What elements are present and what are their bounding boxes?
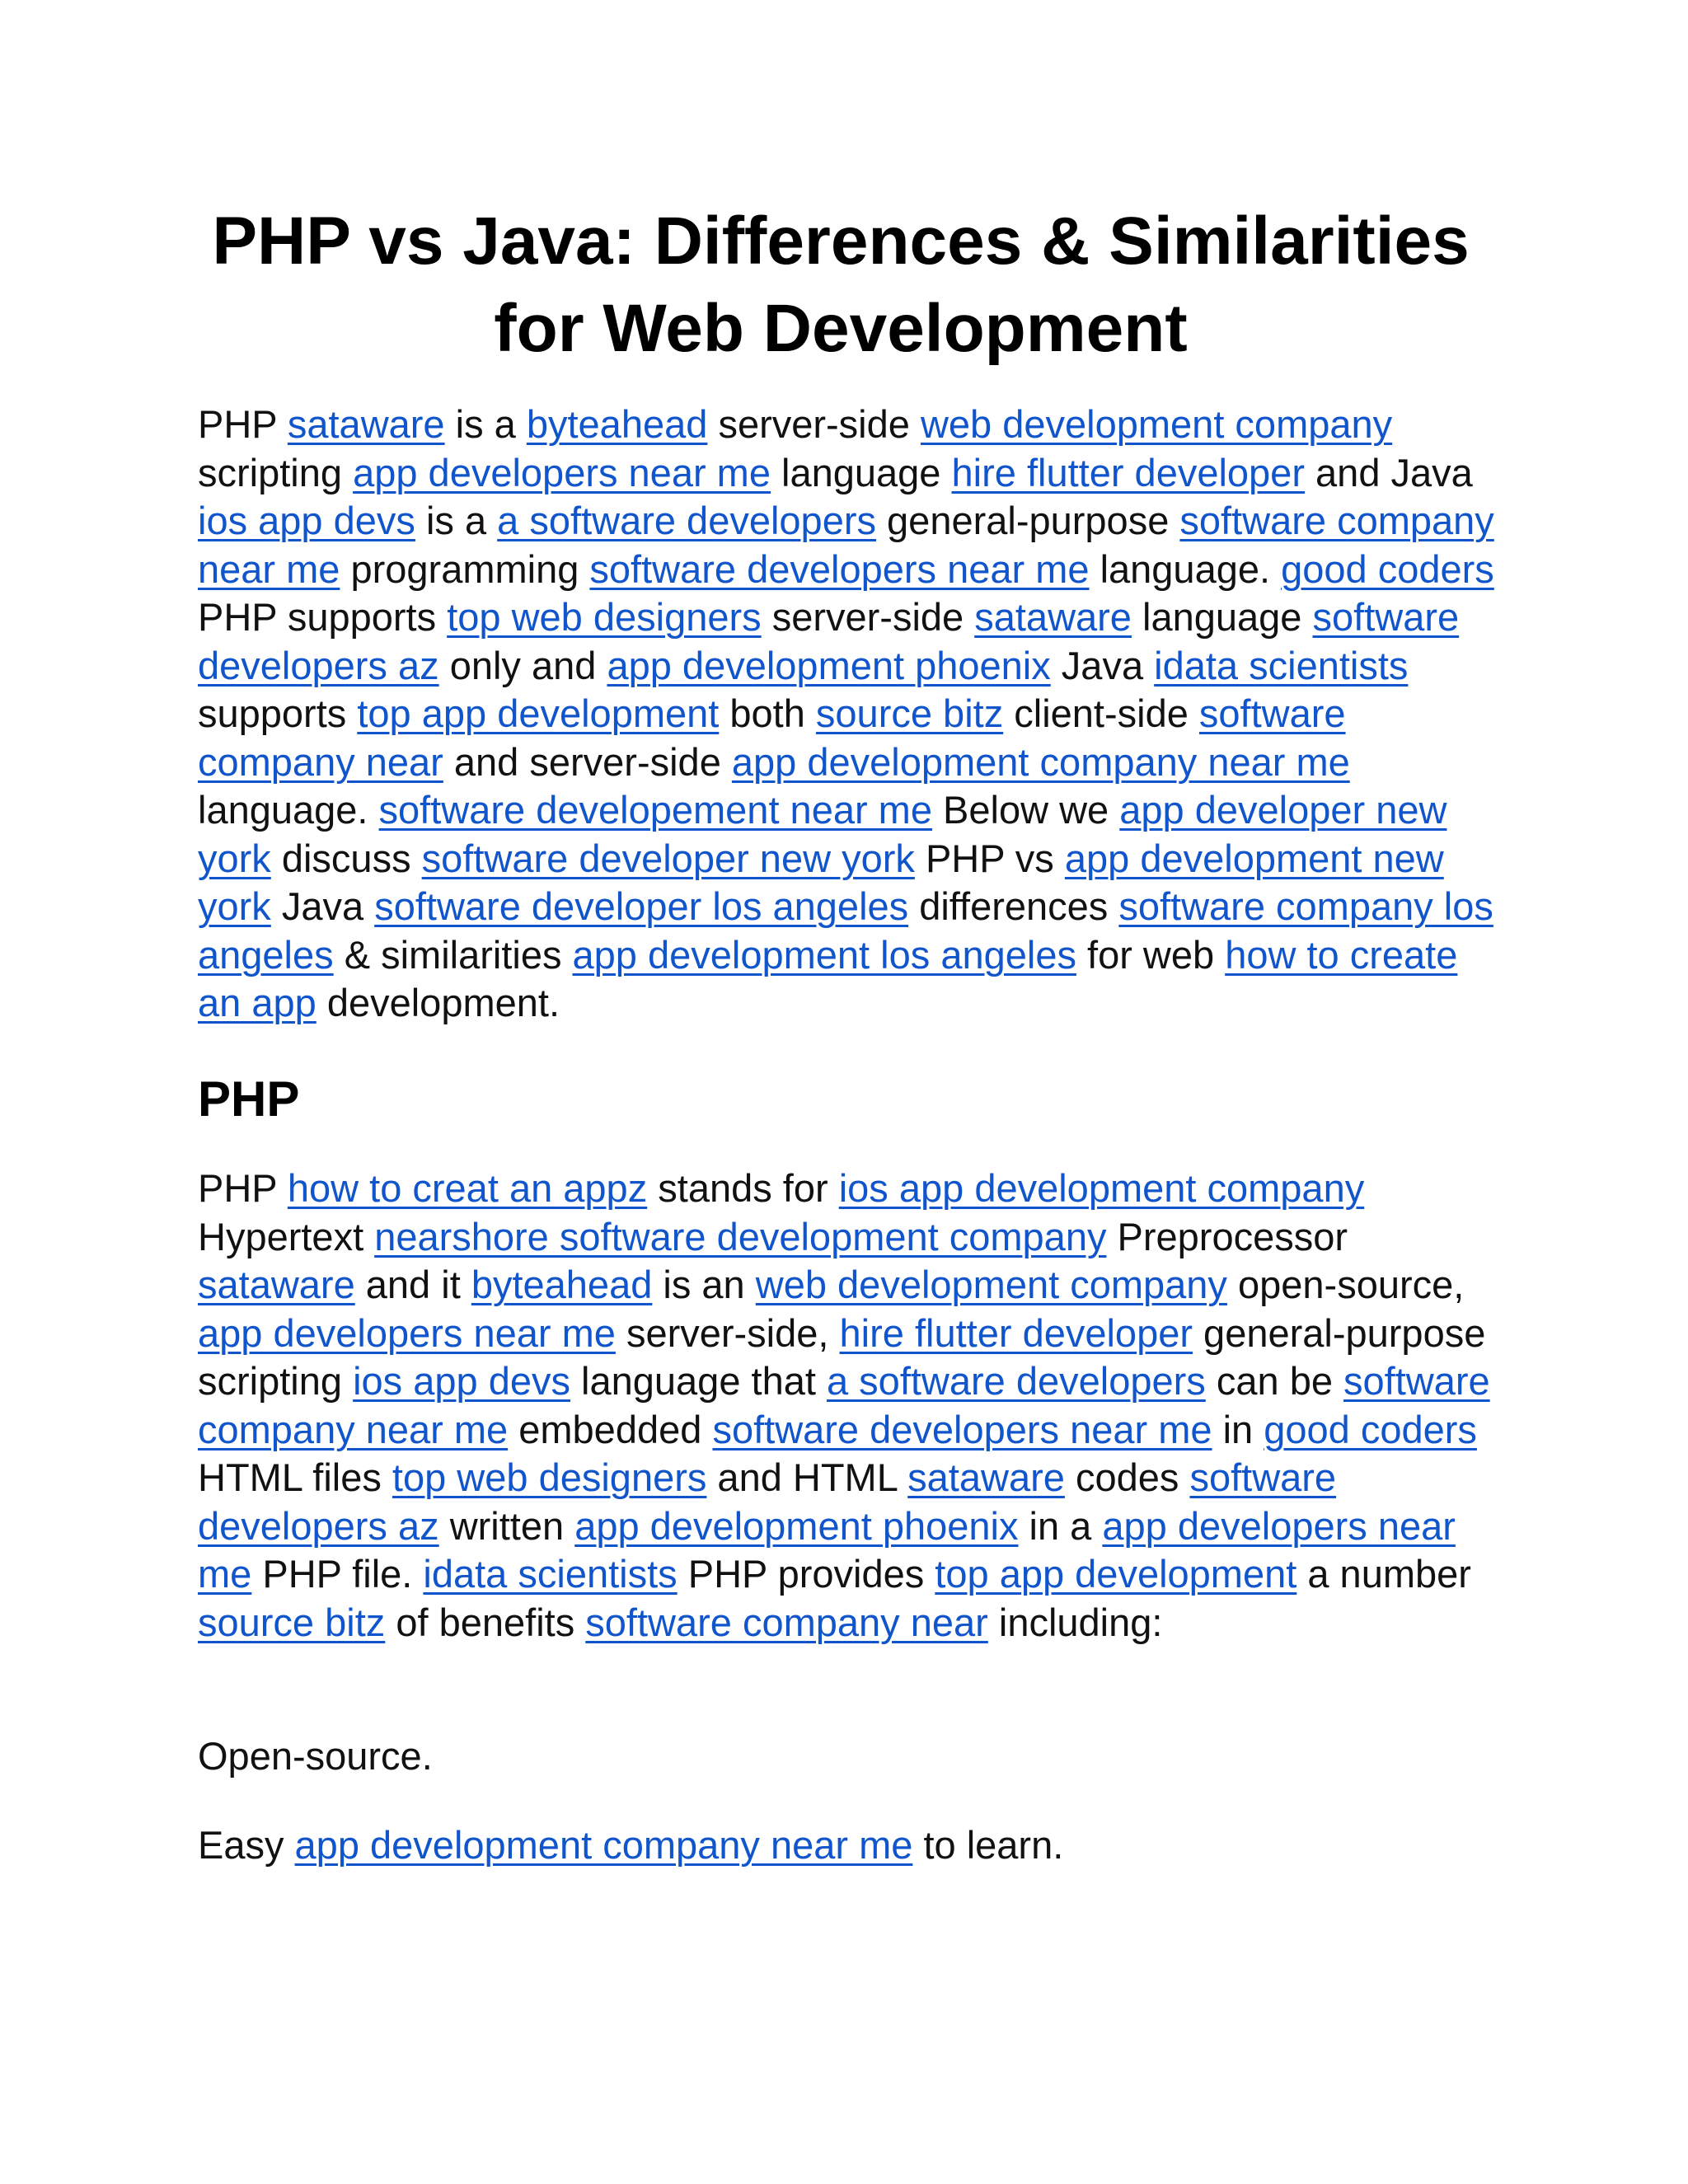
text-run: Preprocessor bbox=[1106, 1214, 1348, 1258]
text-run: & similarities bbox=[333, 932, 573, 977]
hyperlink[interactable]: software developers near me bbox=[712, 1407, 1212, 1451]
hyperlink[interactable]: byteahead bbox=[471, 1263, 653, 1306]
hyperlink[interactable]: ios app devs bbox=[353, 1359, 570, 1403]
text-run: of benefits bbox=[385, 1600, 586, 1644]
php-paragraph bbox=[198, 1165, 1500, 1647]
hyperlink[interactable]: software developement near me bbox=[378, 788, 932, 832]
text-run: HTML files bbox=[198, 1455, 392, 1499]
text-run: and Java bbox=[1304, 450, 1473, 494]
text-run: a number bbox=[1296, 1552, 1471, 1596]
text-run: scripting bbox=[198, 450, 354, 494]
hyperlink[interactable]: software company near me bbox=[198, 499, 1494, 591]
text-run: open-source, bbox=[1226, 1263, 1465, 1306]
hyperlink[interactable]: web development company bbox=[920, 402, 1393, 446]
text-run: Open-source. bbox=[198, 1734, 433, 1778]
text-run: including: bbox=[987, 1600, 1163, 1644]
section-heading-php: PHP bbox=[198, 1071, 300, 1127]
text-run: PHP bbox=[198, 402, 288, 446]
hyperlink[interactable]: good coders bbox=[1264, 1407, 1477, 1451]
text-run: server-side, bbox=[615, 1310, 840, 1355]
hyperlink[interactable]: web development company bbox=[755, 1263, 1227, 1306]
hyperlink[interactable]: how to creat an appz bbox=[287, 1166, 648, 1210]
hyperlink[interactable]: software company near bbox=[585, 1600, 988, 1644]
text-run: for web bbox=[1076, 932, 1226, 977]
text-run: language. bbox=[1089, 546, 1282, 591]
text-run: both bbox=[719, 691, 816, 735]
hyperlink[interactable]: source bitz bbox=[815, 691, 1004, 735]
hyperlink[interactable]: nearshore software development company bbox=[374, 1214, 1107, 1258]
text-run: in a bbox=[1018, 1503, 1103, 1548]
text-run: embedded bbox=[508, 1407, 713, 1451]
benefit-open-source bbox=[198, 1732, 1500, 1781]
text-run: codes bbox=[1064, 1455, 1190, 1499]
text-run: Easy bbox=[198, 1823, 295, 1867]
title-line-1: PHP vs Java: Differences & Similarities bbox=[212, 204, 1470, 279]
text-run: differences bbox=[908, 884, 1119, 928]
text-run: Java bbox=[270, 884, 375, 928]
text-run: PHP supports bbox=[198, 595, 448, 639]
text-run: supports bbox=[198, 691, 358, 735]
hyperlink[interactable]: software company los angeles bbox=[198, 884, 1493, 977]
text-run: PHP bbox=[198, 1166, 288, 1210]
text-run: written bbox=[438, 1503, 575, 1548]
text-run: is a bbox=[444, 402, 527, 446]
hyperlink[interactable]: software company near bbox=[198, 691, 1346, 784]
text-run: only and bbox=[438, 643, 607, 687]
text-run: Java bbox=[1050, 643, 1155, 687]
hyperlink[interactable]: software developers az bbox=[198, 1455, 1337, 1548]
intro-paragraph bbox=[198, 401, 1500, 1028]
text-run: general-purpose bbox=[875, 499, 1180, 542]
hyperlink[interactable]: software developer new york bbox=[421, 836, 915, 880]
text-run: PHP file. bbox=[251, 1552, 424, 1596]
hyperlink[interactable]: sataware bbox=[974, 595, 1132, 639]
text-run: language that bbox=[570, 1359, 827, 1403]
text-run: language bbox=[1131, 595, 1313, 639]
hyperlink[interactable]: software developer los angeles bbox=[374, 884, 909, 928]
text-run: can be bbox=[1205, 1359, 1344, 1403]
hyperlink[interactable]: idata scientists bbox=[423, 1552, 678, 1596]
hyperlink[interactable]: top app development bbox=[935, 1552, 1297, 1596]
hyperlink[interactable]: sataware bbox=[287, 402, 445, 446]
text-run: and it bbox=[354, 1263, 471, 1306]
text-run: programming bbox=[340, 546, 590, 591]
text-run: server-side bbox=[761, 595, 975, 639]
hyperlink[interactable]: app development los angeles bbox=[572, 932, 1076, 977]
hyperlink[interactable]: top web designers bbox=[447, 595, 762, 639]
text-run: and server-side bbox=[443, 739, 732, 784]
hyperlink[interactable]: app development company near me bbox=[294, 1823, 913, 1867]
hyperlink[interactable]: app development company near me bbox=[731, 739, 1350, 784]
text-run: language. bbox=[198, 788, 379, 832]
text-run: stands for bbox=[647, 1166, 839, 1210]
text-run: discuss bbox=[270, 836, 422, 880]
hyperlink[interactable]: app developers near me bbox=[198, 1310, 616, 1355]
hyperlink[interactable]: idata scientists bbox=[1154, 643, 1409, 687]
hyperlink[interactable]: sataware bbox=[907, 1455, 1065, 1499]
benefit-easy-to-learn bbox=[198, 1821, 1500, 1870]
text-run: server-side bbox=[707, 402, 921, 446]
hyperlink[interactable]: ios app devs bbox=[198, 499, 415, 542]
hyperlink[interactable]: app development phoenix bbox=[607, 643, 1051, 687]
hyperlink[interactable]: hire flutter developer bbox=[951, 450, 1305, 494]
text-run: general-purpose scripting bbox=[198, 1310, 1486, 1403]
hyperlink[interactable]: how to create an app bbox=[198, 932, 1458, 1024]
text-run: language bbox=[770, 450, 952, 494]
title-line-2: for Web Development bbox=[494, 291, 1188, 366]
hyperlink[interactable]: app developer new york bbox=[198, 788, 1447, 880]
hyperlink[interactable]: a software developers bbox=[826, 1359, 1206, 1403]
hyperlink[interactable]: source bitz bbox=[198, 1600, 386, 1644]
text-run: is a bbox=[415, 499, 498, 542]
hyperlink[interactable]: hire flutter developer bbox=[839, 1310, 1193, 1355]
hyperlink[interactable]: good coders bbox=[1281, 546, 1494, 591]
hyperlink[interactable]: top web designers bbox=[392, 1455, 707, 1499]
hyperlink[interactable]: app developers near me bbox=[198, 1503, 1456, 1596]
hyperlink[interactable]: app developers near me bbox=[353, 450, 771, 494]
text-run: and HTML bbox=[706, 1455, 908, 1499]
text-run: Hypertext bbox=[198, 1214, 375, 1258]
hyperlink[interactable]: software developers az bbox=[198, 595, 1460, 687]
hyperlink[interactable]: top app development bbox=[357, 691, 720, 735]
text-run: development. bbox=[316, 981, 560, 1024]
hyperlink[interactable]: sataware bbox=[198, 1263, 355, 1306]
hyperlink[interactable]: software company near me bbox=[198, 1359, 1490, 1451]
document-title bbox=[198, 198, 1484, 373]
text-run: to learn. bbox=[912, 1823, 1064, 1867]
hyperlink[interactable]: a software developers bbox=[497, 499, 876, 542]
hyperlink[interactable]: byteahead bbox=[526, 402, 708, 446]
text-run: PHP vs bbox=[914, 836, 1065, 880]
text-run: is an bbox=[652, 1263, 756, 1306]
text-run: Below we bbox=[931, 788, 1120, 832]
text-run: in bbox=[1212, 1407, 1264, 1451]
hyperlink[interactable]: app development new york bbox=[198, 836, 1444, 928]
text-run: PHP provides bbox=[677, 1552, 935, 1596]
text-run: client-side bbox=[1003, 691, 1199, 735]
hyperlink[interactable]: software developers near me bbox=[589, 546, 1090, 591]
hyperlink[interactable]: app development phoenix bbox=[574, 1503, 1019, 1548]
hyperlink[interactable]: ios app development company bbox=[838, 1166, 1365, 1210]
